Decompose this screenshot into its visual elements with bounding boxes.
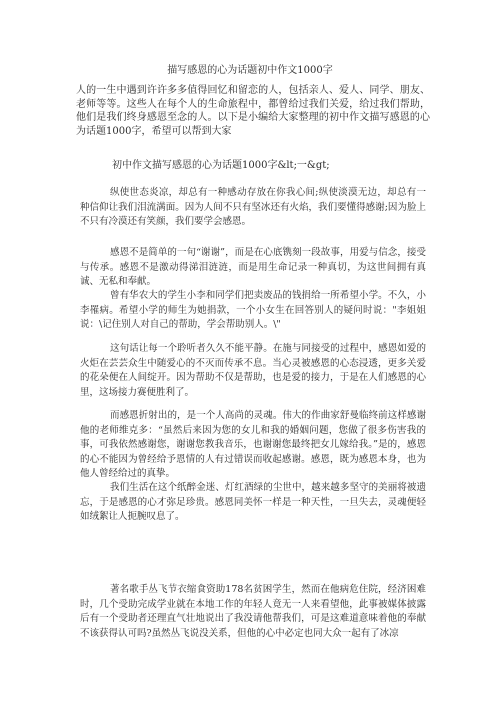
body-paragraph: 这句话让每一个聆听者久久不能平静。在施与同接受的过程中，感恩如爱的火炬在芸芸众生中随爱心的不灭而传承不息。当心灵被感恩的心态浸透，更多关爱的花朵便在人间绽开。因为帮助不仅是帮助，也是爱的接力，于是在人们感恩的心里，这场接力赛便胜利了。 xyxy=(80,343,426,398)
document-title: 描写感恩的心为话题初中作文1000字 xyxy=(167,65,333,76)
body-paragraph: 纵使世态炎凉，却总有一种感动存放在你我心间;纵使淡漠无边，却总有一种信仰让我们泪流满面。因为人间不只有坚冰还有火焰，我们要懂得感谢;因为脸上不只有冷漠还有笑颜，我们要学会感恩。 xyxy=(80,187,426,228)
section-subtitle: 初中作文描写感恩的心为话题1000字&lt;一&gt; xyxy=(112,160,330,171)
body-paragraph: 曾有华农大的学生小李和同学们把卖废品的钱捐给一所希望小学。不久，小李罹病。希望小学的师生为她捐款，一个小女生在回答别人的疑问时说："李姐姐说：\记住别人对自己的帮助，学会帮助别人。\" xyxy=(80,290,426,331)
intro-paragraph: 人的一生中遇到许许多多值得回忆和留恋的人，包括亲人、爱人、同学、朋友、老师等等。这些人在每个人的生命旅程中，都曾给过我们关爱，给过我们帮助，他们是我们终身感恩至念的人。以下是小编给大家整理的初中作文描写感恩的心为话题1000字，希望可以帮到大家 xyxy=(76,85,430,138)
body-paragraph: 感恩不是简单的一句“谢谢”，而是在心底镌刻一段故事，用爱与信念，接受与传承。感恩不是激动得涕泪涟涟，而是用生命记录一种真切，为这世间拥有真诚、无私和奉献。 xyxy=(80,247,426,288)
body-paragraph: 著名歌手丛飞节衣缩食资助178名贫困学生，然而在他病危住院，经济困难时，几个受助完成学业就在本地工作的年轻人竟无一人来看望他，此事被媒体披露后有一个受助者还理直气壮地说出了我没请他帮我们，可是这难道意味着他的奉献不该获得认可吗?虽然丛飞说没关系，但他的心中必定也同大众一起有了冰凉 xyxy=(80,584,426,639)
body-paragraph: 我们生活在这个纸醉金迷、灯红酒绿的尘世中，越来越多坚守的美丽将被遗忘，于是感恩的心才弥足珍贵。感恩同美怀一样是一种天性，一旦失去，灵魂便轻如绒絮让人扼腕叹息了。 xyxy=(80,482,426,523)
body-paragraph: 而感恩折射出的，是一个人高尚的灵魂。伟大的作曲家舒曼临终前这样感谢他的老师维克多：“虽然后来因为您的女儿和我的婚姻问题，您做了很多伤害我的事，可我依然感谢您，谢谢您教我音乐，也谢谢您最终把女儿嫁给我。”是的，感恩的心不能因为曾经给予恩情的人有过错误而收起感谢。感恩，既为感恩本身，也为他人曾经给过的真挚。 xyxy=(80,410,426,480)
